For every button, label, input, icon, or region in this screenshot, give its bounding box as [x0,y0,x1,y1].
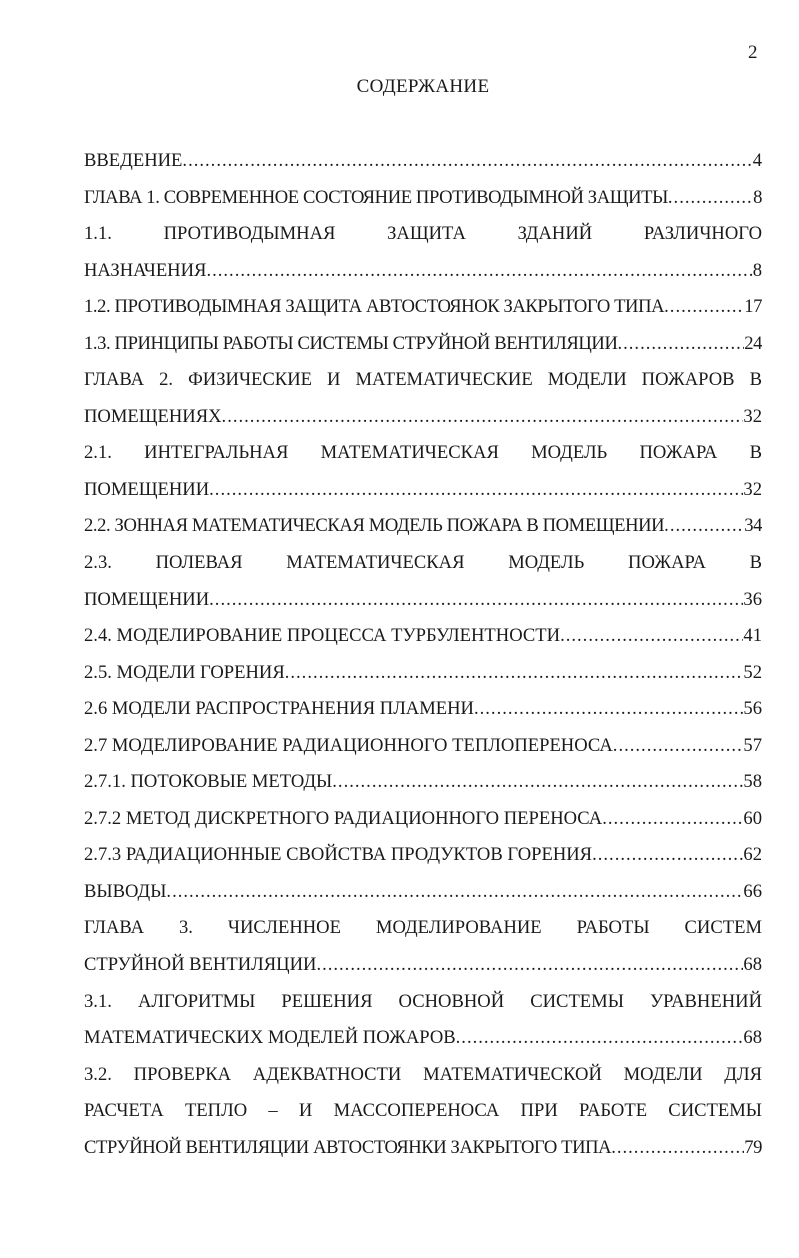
toc-entry-text: ПОМЕЩЕНИИ [84,478,210,500]
toc-entry-chapter-1[interactable] [84,180,762,217]
toc-entry-text: НАЗНАЧЕНИЯ [84,259,207,281]
toc-entry-page: 24 [744,332,762,354]
toc-entry-1-2[interactable] [84,289,762,326]
toc-entry-chapter-3[interactable]: ГЛАВА 3. ЧИСЛЕННОЕ МОДЕЛИРОВАНИЕ РАБОТЫ СИСТЕМ [84,917,762,939]
dot-leader [316,947,743,984]
toc-entry-chapter-3-continued[interactable] [84,947,762,984]
dot-leader [209,472,743,509]
toc-entry-2-7-1[interactable] [84,764,762,801]
toc-entry-3-1[interactable]: 3.1. АЛГОРИТМЫ РЕШЕНИЯ ОСНОВНОЙ СИСТЕМЫ УРАВНЕНИЙ [84,990,762,1012]
toc-entry-2-2[interactable] [84,508,762,545]
dot-leader [166,874,743,911]
toc-entry-2-7[interactable] [84,728,762,765]
toc-entry-page: 32 [743,478,762,500]
dot-leader [602,801,743,838]
toc-entry-page: 68 [743,954,762,976]
toc-entry-chapter-2[interactable]: ГЛАВА 2. ФИЗИЧЕСКИЕ И МАТЕМАТИЧЕСКИЕ МОДЕЛИ ПОЖАРОВ В [84,369,762,391]
toc-entry-page: 66 [743,880,762,902]
dot-leader [668,180,753,217]
toc-entry-page: 8 [753,186,762,208]
toc-entry-2-4[interactable] [84,618,762,655]
dot-leader [664,508,744,545]
toc-entry-text: 2.7.1. ПОТОКОВЫЕ МЕТОДЫ [84,771,333,793]
toc-entry-page: 32 [743,405,762,427]
toc-entry-page: 52 [743,661,762,683]
toc-entry-text: ГЛАВА 1. СОВРЕМЕННОЕ СОСТОЯНИЕ ПРОТИВОДЫМНОЙ ЗАЩИТЫ [84,186,668,208]
dot-leader [456,1020,744,1057]
toc-entry-text: ПОМЕЩЕНИЯХ [84,405,222,427]
dot-leader [474,691,743,728]
dot-leader [209,582,743,619]
toc-entry-text: СТРУЙНОЙ ВЕНТИЛЯЦИИ [84,954,317,976]
toc-entry-1-3[interactable] [84,326,762,363]
dot-leader [613,728,744,765]
dot-leader [222,399,744,436]
toc-entry-text: 1.3. ПРИНЦИПЫ РАБОТЫ СИСТЕМЫ СТРУЙНОЙ ВЕНТИЛЯЦИИ [84,332,618,354]
toc-entry-3-2-continued-1[interactable]: РАСЧЕТА ТЕПЛО – И МАССОПЕРЕНОСА ПРИ РАБОТЕ СИСТЕМЫ [84,1100,762,1122]
toc-entry-text: 2.7 МОДЕЛИРОВАНИЕ РАДИАЦИОННОГО ТЕПЛОПЕРЕНОСА [84,734,613,756]
toc-entry-page: 17 [744,296,762,318]
toc-entry-text: 2.7.3 РАДИАЦИОННЫЕ СВОЙСТВА ПРОДУКТОВ ГОРЕНИЯ [84,844,593,866]
toc-entry-page: 68 [743,1027,762,1049]
toc-entry-page: 36 [743,588,762,610]
toc-entry-text: 1.2. ПРОТИВОДЫМНАЯ ЗАЩИТА АВТОСТОЯНОК ЗАКРЫТОГО ТИПА [84,296,665,318]
toc-entry-2-5[interactable] [84,655,762,692]
toc-entry-page: 60 [743,807,762,829]
toc-entry-chapter-2-continued[interactable] [84,399,762,436]
toc-entry-3-2-continued-2[interactable] [84,1130,762,1167]
dot-leader [206,253,752,290]
table-of-contents [84,143,762,1166]
dot-leader [182,143,752,180]
toc-entry-page: 8 [752,259,762,281]
toc-entry-text: 2.2. ЗОННАЯ МАТЕМАТИЧЕСКАЯ МОДЕЛЬ ПОЖАРА В ПОМЕЩЕНИИ [84,515,665,537]
toc-entry-2-7-3[interactable] [84,837,762,874]
toc-entry-text: ВЫВОДЫ [84,880,167,902]
toc-entry-3-1-continued[interactable] [84,1020,762,1057]
toc-entry-2-1-continued[interactable] [84,472,762,509]
toc-entry-page: 56 [743,698,762,720]
toc-entry-page: 62 [743,844,762,866]
toc-entry-1-1-continued[interactable] [84,253,762,290]
toc-entry-2-3[interactable]: 2.3. ПОЛЕВАЯ МАТЕМАТИЧЕСКАЯ МОДЕЛЬ ПОЖАРА В [84,552,762,574]
toc-entry-2-7-2[interactable] [84,801,762,838]
toc-entry-text: СТРУЙНОЙ ВЕНТИЛЯЦИИ АВТОСТОЯНКИ ЗАКРЫТОГО ТИПА [84,1136,612,1158]
toc-entry-page: 4 [752,150,762,171]
toc-entry-2-3-continued[interactable] [84,582,762,619]
toc-entry-text: ПОМЕЩЕНИИ [84,588,210,610]
toc-entry-page: 57 [743,734,762,756]
dot-leader [617,326,744,363]
toc-entry-3-2[interactable]: 3.2. ПРОВЕРКА АДЕКВАТНОСТИ МАТЕМАТИЧЕСКОЙ МОДЕЛИ ДЛЯ [84,1063,762,1085]
toc-title: СОДЕРЖАНИЕ [356,76,490,97]
toc-entry-text: 2.4. МОДЕЛИРОВАНИЕ ПРОЦЕССА ТУРБУЛЕНТНОСТИ [84,625,561,647]
toc-entry-text: 2.5. МОДЕЛИ ГОРЕНИЯ [84,661,285,683]
toc-entry-2-6[interactable] [84,691,762,728]
toc-entry-text: ВВЕДЕНИЕ [84,150,183,171]
toc-entry-2-1[interactable]: 2.1. ИНТЕГРАЛЬНАЯ МАТЕМАТИЧЕСКАЯ МОДЕЛЬ ПОЖАРА В [84,442,762,464]
toc-entry-conclusions[interactable] [84,874,762,911]
dot-leader [592,837,743,874]
toc-entry-text: 2.6 МОДЕЛИ РАСПРОСТРАНЕНИЯ ПЛАМЕНИ [84,698,474,720]
dot-leader [664,289,744,326]
toc-entry-page: 34 [744,515,762,537]
toc-entry-1-1[interactable]: 1.1. ПРОТИВОДЫМНАЯ ЗАЩИТА ЗДАНИЙ РАЗЛИЧНОГО [84,223,762,245]
dot-leader [611,1130,744,1167]
toc-entry-page: 41 [743,625,762,647]
toc-entry-text: МАТЕМАТИЧЕСКИХ МОДЕЛЕЙ ПОЖАРОВ [84,1027,456,1049]
toc-entry-page: 58 [743,771,762,793]
toc-entry-text: 2.7.2 МЕТОД ДИСКРЕТНОГО РАДИАЦИОННОГО ПЕРЕНОСА [84,807,603,829]
dot-leader [560,618,743,655]
toc-entry-introduction[interactable] [84,143,762,180]
dot-leader [332,764,743,801]
toc-entry-page: 79 [744,1136,762,1158]
page-number: 2 [748,42,758,63]
dot-leader [285,655,744,692]
